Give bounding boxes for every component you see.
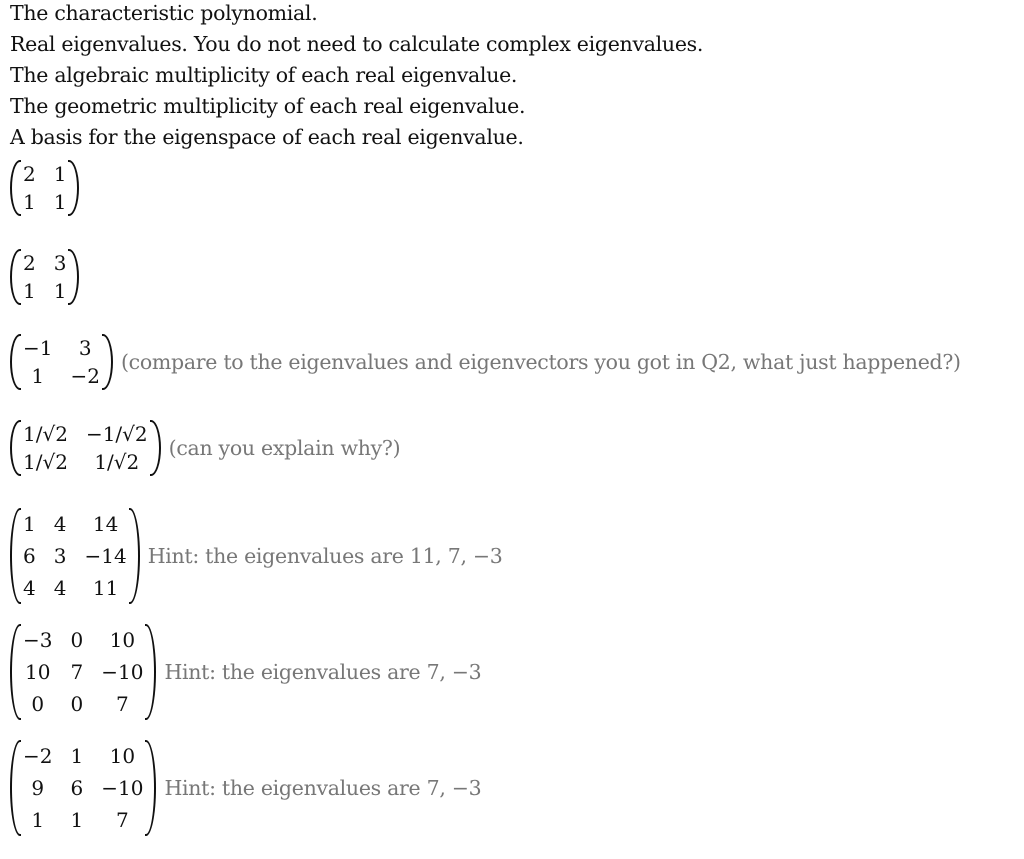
matrix-entry: 10	[25, 660, 51, 684]
matrix-entries	[21, 160, 68, 216]
matrix-entry: −1/√2	[85, 422, 148, 446]
instruction-item: The geometric multiplicity of each real eigenvalue.	[10, 94, 526, 118]
matrix-block	[10, 334, 961, 390]
matrix-entry: 2	[23, 251, 36, 275]
matrix-entry: 1	[53, 279, 67, 303]
matrix-entry: 3	[53, 544, 67, 568]
left-parenthesis	[10, 420, 21, 476]
matrix-entry: 1	[23, 190, 36, 214]
matrix-entries	[21, 420, 150, 476]
matrix-block	[10, 160, 79, 216]
matrix-entry: 1	[31, 364, 45, 388]
instruction-item: A basis for the eigenspace of each real eigenvalue.	[10, 125, 524, 149]
matrix-entry: −2	[23, 744, 53, 768]
matrix-entries	[21, 334, 102, 390]
matrix-entry: 3	[53, 251, 67, 275]
matrix-entries	[21, 249, 68, 305]
matrix-block	[10, 740, 481, 836]
matrix-entry: 7	[115, 808, 129, 832]
matrix-block	[10, 420, 400, 476]
matrix-entry: 4	[53, 512, 67, 536]
matrix-entry: 3	[78, 336, 92, 360]
matrix	[10, 160, 79, 216]
right-parenthesis	[68, 160, 79, 216]
instruction-item: The algebraic multiplicity of each real eigenvalue.	[10, 63, 518, 87]
note-text: (compare to the eigenvalues and eigenvectors you got in Q2, what just happened?)	[120, 350, 961, 374]
matrix-entry: 1	[23, 512, 36, 536]
instruction-item: Real eigenvalues. You do not need to calculate complex eigenvalues.	[10, 32, 704, 56]
matrix	[10, 624, 156, 720]
matrix-entry: 4	[53, 576, 67, 600]
left-parenthesis	[10, 160, 21, 216]
matrix-entry: 6	[23, 544, 36, 568]
matrix-entry: 10	[109, 628, 136, 652]
matrix-block	[10, 624, 481, 720]
matrix	[10, 740, 156, 836]
matrix-entry: 1	[23, 279, 36, 303]
matrix-entry: 1/√2	[94, 450, 140, 474]
left-parenthesis	[10, 624, 21, 720]
matrix-entry: −1	[23, 336, 53, 360]
note-text: (can you explain why?)	[168, 436, 401, 460]
matrix	[10, 249, 79, 305]
matrix-entry: 1	[53, 190, 67, 214]
matrix-entry: 1	[53, 162, 67, 186]
matrix-entry: 10	[109, 744, 136, 768]
matrix-entry: 1/√2	[23, 450, 68, 474]
matrix-entry: 0	[70, 628, 84, 652]
matrix-entries	[21, 624, 145, 720]
matrix-entry: 9	[31, 776, 45, 800]
hint-text: Hint: the eigenvalues are 7, −3	[164, 660, 482, 684]
matrix-entry: 2	[23, 162, 36, 186]
right-parenthesis	[68, 249, 79, 305]
right-parenthesis	[150, 420, 161, 476]
matrix-entry: 0	[31, 692, 45, 716]
matrix-entry: −3	[23, 628, 53, 652]
left-parenthesis	[10, 508, 21, 604]
instruction-item: The characteristic polynomial.	[10, 1, 318, 25]
matrix-entry: 1	[70, 808, 84, 832]
matrix	[10, 334, 113, 390]
right-parenthesis	[145, 740, 156, 836]
matrix-entry: 6	[70, 776, 84, 800]
matrix-entry: 11	[92, 576, 119, 600]
matrix-entry: 1	[31, 808, 45, 832]
left-parenthesis	[10, 249, 21, 305]
matrix-entry: −14	[84, 544, 127, 568]
matrix-entry: 14	[92, 512, 119, 536]
left-parenthesis	[10, 740, 21, 836]
right-parenthesis	[145, 624, 156, 720]
matrix-entry: 7	[115, 692, 129, 716]
matrix-entry: 7	[70, 660, 84, 684]
matrix-entry: −2	[70, 364, 100, 388]
matrix-block	[10, 249, 79, 305]
matrix-entry: 4	[23, 576, 36, 600]
hint-text: Hint: the eigenvalues are 11, 7, −3	[147, 544, 503, 568]
matrix	[10, 420, 161, 476]
matrix-entry: 1	[70, 744, 84, 768]
matrix-block	[10, 508, 503, 604]
right-parenthesis	[102, 334, 113, 390]
hint-text: Hint: the eigenvalues are 7, −3	[164, 776, 482, 800]
matrix-entry: −10	[101, 660, 144, 684]
left-parenthesis	[10, 334, 21, 390]
matrix-entry: 1/√2	[23, 422, 68, 446]
matrix-entries	[21, 740, 145, 836]
matrix-entry: 0	[70, 692, 84, 716]
matrix-entries	[21, 508, 129, 604]
matrix-entry: −10	[101, 776, 144, 800]
right-parenthesis	[129, 508, 140, 604]
matrix	[10, 508, 140, 604]
